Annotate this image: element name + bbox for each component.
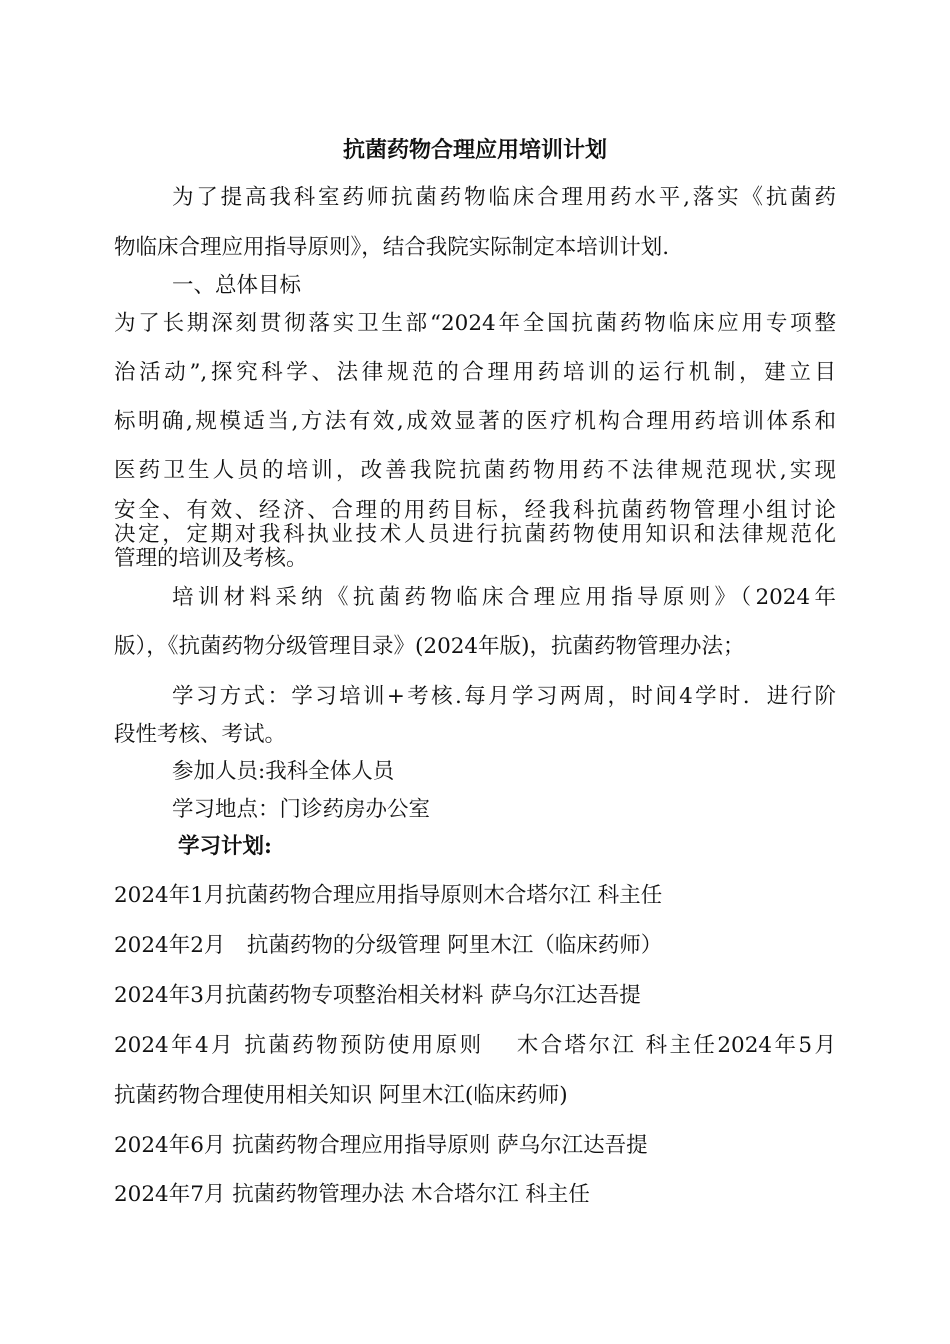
- location: 学习地点：门诊药房办公室: [172, 797, 431, 822]
- plan-item: 2024年7月 抗菌药物管理办法 木合塔尔江 科主任: [114, 1182, 590, 1207]
- goal-line-7: 管理的培训及考核。: [114, 546, 308, 571]
- participants: 参加人员:我科全体人员: [172, 759, 395, 784]
- plan-item: 2024年2月 抗菌药物的分级管理 阿里木江（临床药师）: [114, 933, 663, 958]
- plan-item: 2024年6月 抗菌药物合理应用指导原则 萨乌尔江达吾提: [114, 1133, 648, 1158]
- plan-item: 2024年1月抗菌药物合理应用指导原则木合塔尔江 科主任: [114, 883, 663, 908]
- goal-line-3: 标明确,规模适当,方法有效,成效显著的医疗机构合理用药培训体系和: [114, 409, 836, 434]
- section-heading-goal: 一、总体目标: [172, 273, 302, 298]
- goal-line-2: 治活动”,探究科学、法律规范的合理用药培训的运行机制，建立目: [114, 360, 836, 385]
- materials-line-2: 版），《抗菌药物分级管理目录》(2024年版)，抗菌药物管理办法；: [114, 634, 745, 659]
- plan-heading: 学习计划:: [178, 834, 272, 859]
- materials-line-1: 培训材料采纳《抗菌药物临床合理应用指导原则》（2024年: [172, 585, 836, 610]
- goal-line-1: 为了长期深刻贯彻落实卫生部“2024年全国抗菌药物临床应用专项整: [114, 311, 836, 336]
- plan-item: 2024年3月抗菌药物专项整治相关材料 萨乌尔江达吾提: [114, 983, 641, 1008]
- goal-line-4: 医药卫生人员的培训，改善我院抗菌药物用药不法律规范现状,实现: [114, 458, 836, 483]
- plan-item: 2024年4月 抗菌药物预防使用原则 木合塔尔江 科主任2024年5月: [114, 1033, 836, 1058]
- intro-line-2: 物临床合理应用指导原则》，结合我院实际制定本培训计划.: [114, 235, 670, 260]
- method-line-2: 段性考核、考试。: [114, 722, 287, 747]
- plan-item: 抗菌药物合理使用相关知识 阿里木江(临床药师): [114, 1083, 568, 1108]
- goal-line-5: 安全、有效、经济、合理的用药目标，经我科抗菌药物管理小组讨论: [114, 498, 836, 523]
- method-line-1: 学习方式：学习培训+考核.每月学习两周，时间4学时．进行阶: [172, 684, 836, 709]
- goal-line-6: 决定，定期对我科执业技术人员进行抗菌药物使用知识和法律规范化: [114, 522, 836, 547]
- document-title: 抗菌药物合理应用培训计划: [342, 137, 607, 163]
- intro-line-1: 为了提高我科室药师抗菌药物临床合理用药水平,落实《抗菌药: [172, 185, 836, 210]
